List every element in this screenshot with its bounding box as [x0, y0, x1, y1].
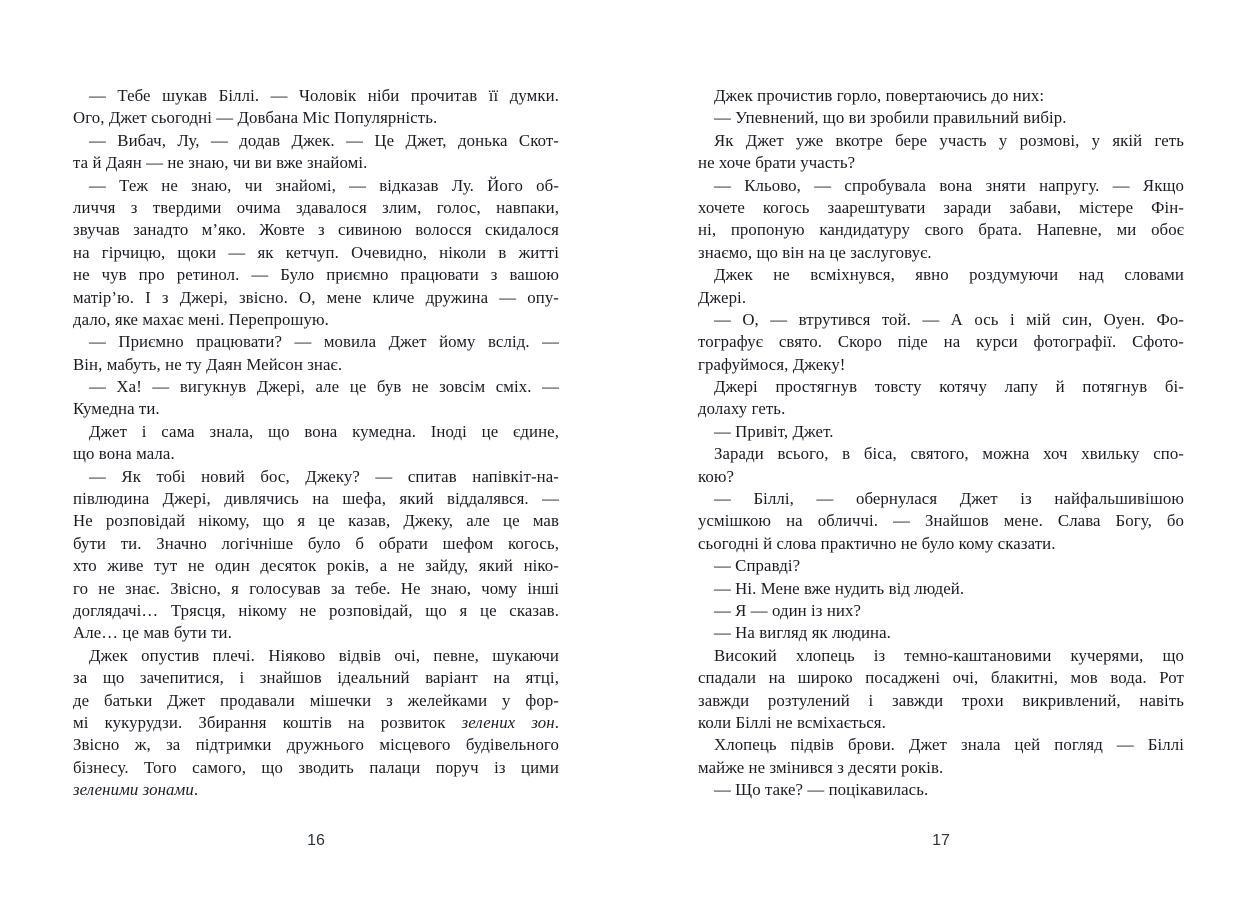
text-line: не чув про ретинол. — Було приємно працювати з вашою — [73, 265, 559, 285]
text-line: графуймося, Джеку! — [698, 354, 846, 374]
text-line: усмішкою на обличчі. — Знайшов мене. Слава Богу, бо — [698, 511, 1184, 531]
text-line: Джек прочистив горло, повертаючись до них: — [714, 86, 1045, 105]
text-line: майже не змінився з десяти років. — [698, 757, 944, 777]
text-line: Високий хлопець із темно-каштановими кучерями, що — [714, 645, 1184, 665]
text-line: Джері простягнув товсту котячу лапу й потягнув бі- — [714, 377, 1184, 397]
page-left-text-block — [73, 85, 559, 802]
text-line: Не розповідай нікому, що я це казав, Джеку, але це мав — [73, 511, 559, 531]
text-line: — Кльово, — спробувала вона зняти напругу. — Якщо — [714, 175, 1184, 195]
text-line: хочете когось заарештувати заради забави, містере Фін- — [698, 197, 1184, 217]
text-line: — Справді? — [714, 556, 801, 576]
text-line: кою? — [698, 466, 735, 486]
text-line: Хлопець підвів брови. Джет знала цей погляд — Біллі — [714, 735, 1184, 755]
text-line: дало, яке махає мені. Перепрошую. — [73, 309, 329, 329]
text-line: та й Даян — не знаю, чи ви вже знайомі. — [73, 153, 368, 173]
text-segment: мі кукурудзи. Збирання коштів на розвиток — [73, 712, 462, 732]
page-left-page-number: 16 — [307, 832, 325, 849]
text-line: що вона мала. — [73, 444, 175, 464]
italic-phrase: зеленими зонами — [73, 780, 194, 800]
text-line: доглядачі… Трясця, нікому не розповідай, що я це сказав. — [73, 600, 559, 620]
text-line: долаху геть. — [698, 399, 786, 419]
text-segment: . — [554, 712, 559, 732]
text-line: — Ні. Мене вже нудить від людей. — [714, 578, 965, 598]
text-line: го не знає. Звісно, я голосував за тебе. Не знаю, чому інші — [73, 578, 559, 598]
text-line: — Привіт, Джет. — [714, 421, 834, 441]
text-line: за що зачепитися, і знайшов ідеальний варіант на ятці, — [73, 668, 559, 688]
text-line: хто живе тут не один десяток років, а не зайду, який ніко- — [73, 556, 559, 576]
text-line: Звісно ж, за підтримки дружнього місцевого будівельного — [73, 735, 559, 755]
text-line: Джек опустив плечі. Ніяково відвів очі, певне, шукаючи — [89, 645, 559, 665]
text-line: Ого, Джет сьогодні — Довбана Міс Популярність. — [73, 108, 438, 128]
text-line: — На вигляд як людина. — [714, 623, 891, 643]
text-line: — Я — один із них? — [714, 600, 862, 620]
text-line: Джек не всміхнувся, явно роздумуючи над словами — [714, 265, 1184, 285]
text-line: сьогодні й слова практично не було кому сказати. — [698, 533, 1056, 553]
text-line: Але… це мав бути ти. — [73, 623, 232, 643]
italic-phrase: зелених зон — [461, 712, 555, 732]
text-line: бізнесу. Того самого, що зводить палаци поруч із цими — [73, 757, 559, 777]
text-line: — Ха! — вигукнув Джері, але це був не зовсім сміх. — — [89, 377, 559, 397]
text-line: — Тебе шукав Біллі. — Чоловік ніби прочитав її думки. — [89, 86, 559, 105]
text-line: не хоче брати участь? — [698, 153, 856, 173]
text-line — [73, 712, 559, 734]
text-line: — Біллі, — обернулася Джет із найфальшивішою — [714, 489, 1184, 509]
text-line: — Як тобі новий бос, Джеку? — спитав напівкіт-на- — [89, 466, 559, 486]
text-line: Джері. — [698, 287, 747, 307]
page-right-page-number: 17 — [932, 832, 950, 849]
text-line: Як Джет уже вкотре бере участь у розмові, у якій геть — [714, 130, 1184, 150]
text-line: бути ти. Значно логічніше було б обрати шефом когось, — [73, 533, 559, 553]
text-line: — Теж не знаю, чи знайомі, — відказав Лу. Його об- — [89, 175, 559, 195]
text-line: — Приємно працювати? — мовила Джет йому вслід. — — [89, 332, 559, 352]
text-line: на гірчицю, щоки — як кетчуп. Очевидно, ніколи в житті — [73, 242, 559, 262]
text-line: коли Біллі не всміхається. — [698, 712, 886, 732]
text-line: тографує свято. Скоро піде на курси фотографії. Сфото- — [698, 332, 1184, 352]
text-line: — Вибач, Лу, — додав Джек. — Це Джет, донька Скот- — [89, 130, 559, 150]
text-line: матір’ю. І з Джері, звісно. О, мене кличе дружина — опу- — [73, 287, 559, 307]
text-line: знаємо, що він на це заслуговує. — [698, 242, 932, 262]
text-line: Джет і сама знала, що вона кумедна. Іноді це єдине, — [89, 421, 559, 441]
text-line: завжди розтулений і завжди трохи викривлений, навіть — [698, 690, 1184, 710]
text-line: Він, мабуть, не ту Даян Мейсон знає. — [73, 354, 343, 374]
text-segment: . — [193, 780, 199, 800]
text-line: ні, пропоную кандидатуру свого брата. Напевне, ми обоє — [698, 220, 1184, 240]
text-line: звучав занадто м’яко. Жовте з сивиною волосся скидалося — [73, 220, 559, 240]
text-line: Заради всього, в біса, святого, можна хоч хвильку спо- — [714, 444, 1184, 464]
page-right — [698, 85, 1184, 875]
page-left — [73, 85, 559, 875]
text-line: спадали на широко посаджені очі, блакитні, мов вода. Рот — [698, 668, 1184, 688]
text-line: — Що таке? — поцікавилась. — [714, 780, 929, 800]
text-line: де батьки Джет продавали мішечки з желейками у фор- — [73, 690, 559, 710]
page-right-text-block — [698, 85, 1184, 802]
text-line: півлюдина Джері, дивлячись на шефа, який віддалявся. — — [73, 489, 559, 509]
text-line: личчя з твердими очима здавалося злим, голос, навпаки, — [73, 197, 559, 217]
text-line — [73, 779, 559, 801]
text-line: — О, — втрутився той. — А ось і мій син, Оуен. Фо- — [714, 309, 1184, 329]
text-line: Кумедна ти. — [73, 399, 160, 419]
text-line: — Упевнений, що ви зробили правильний вибір. — [714, 108, 1067, 128]
